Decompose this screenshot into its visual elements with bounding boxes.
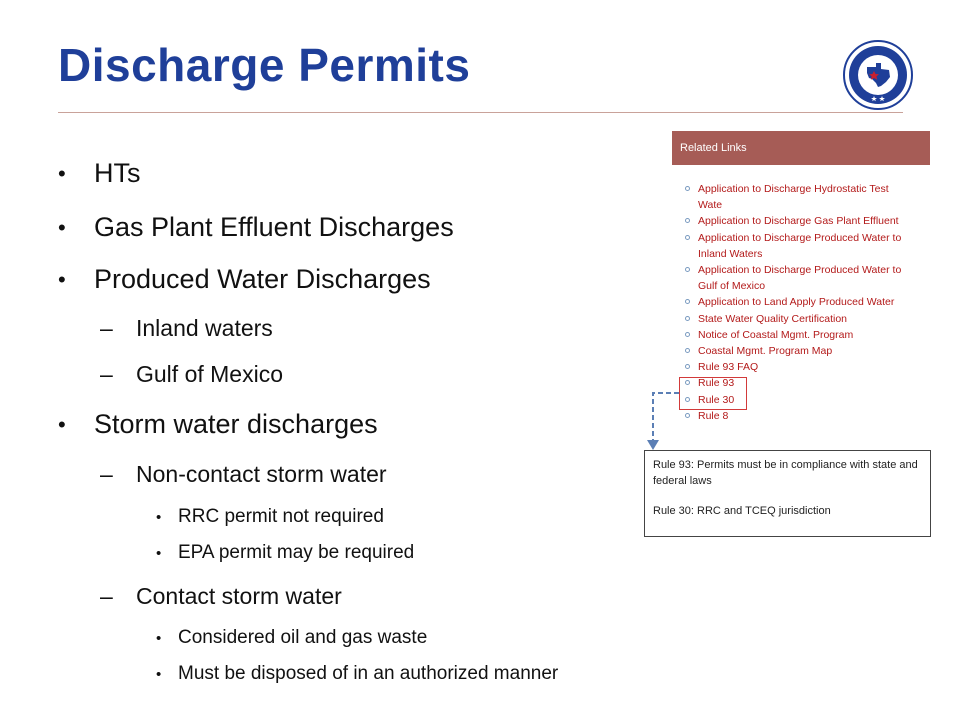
related-link[interactable]: Application to Land Apply Produced Water	[684, 294, 924, 310]
related-link-continuation[interactable]: Gulf of Mexico	[698, 280, 766, 293]
rules-note-box	[644, 450, 931, 537]
circle-bullet-icon	[685, 218, 690, 223]
bullet-level2: – Gulf of Mexico	[100, 361, 283, 387]
related-link[interactable]: Notice of Coastal Mgmt. Program	[684, 327, 924, 343]
related-link[interactable]: Application to Discharge Gas Plant Effluent	[684, 213, 924, 229]
note-rule-30: Rule 30: RRC and TCEQ jurisdiction	[653, 505, 831, 517]
related-link[interactable]: State Water Quality Certification	[684, 311, 924, 327]
circle-bullet-icon	[685, 267, 690, 272]
circle-bullet-icon	[685, 235, 690, 240]
bullet-level3: • EPA permit may be required	[156, 542, 415, 563]
related-link-rule-30[interactable]: Rule 30	[684, 392, 924, 408]
related-link-rule-93[interactable]: Rule 93	[684, 375, 924, 391]
circle-bullet-icon	[685, 186, 690, 191]
circle-bullet-icon	[685, 316, 690, 321]
bullet-level3: • Must be disposed of in an authorized manner	[156, 663, 559, 684]
circle-bullet-icon	[685, 364, 690, 369]
railroad-commission-seal-icon	[843, 40, 913, 110]
circle-bullet-icon	[685, 299, 690, 304]
slide-title: Discharge Permits	[58, 39, 471, 91]
related-link-continuation[interactable]: Wate	[698, 199, 723, 212]
related-link[interactable]: Application to Discharge Produced Water to	[684, 230, 924, 246]
bullet-level1: • Produced Water Discharges	[58, 264, 431, 294]
bullet-level2: – Contact storm water	[100, 583, 342, 609]
bullet-level1: • Storm water discharges	[58, 409, 378, 439]
related-links-header: Related Links	[672, 131, 930, 165]
note-rule-93: Rule 93: Permits must be in compliance with state and federal laws	[653, 459, 918, 487]
bullet-level1: • HTs	[58, 158, 141, 188]
rule-highlight-box	[679, 377, 747, 410]
bullet-level2: – Non-contact storm water	[100, 461, 387, 487]
related-link[interactable]: Rule 8	[684, 408, 924, 424]
circle-bullet-icon	[685, 413, 690, 418]
related-link[interactable]: Rule 93 FAQ	[684, 359, 924, 375]
bullet-level2: – Inland waters	[100, 315, 273, 341]
circle-bullet-icon	[685, 348, 690, 353]
circle-bullet-icon	[685, 332, 690, 337]
related-link[interactable]: Application to Discharge Hydrostatic Test	[684, 181, 924, 197]
bullet-level3: • Considered oil and gas waste	[156, 627, 428, 648]
related-link-continuation[interactable]: Inland Waters	[698, 247, 763, 260]
bullet-level1: • Gas Plant Effluent Discharges	[58, 212, 454, 242]
related-link[interactable]: Coastal Mgmt. Program Map	[684, 343, 924, 359]
bullet-level3: • RRC permit not required	[156, 506, 384, 527]
related-link[interactable]: Application to Discharge Produced Water to	[684, 262, 924, 278]
